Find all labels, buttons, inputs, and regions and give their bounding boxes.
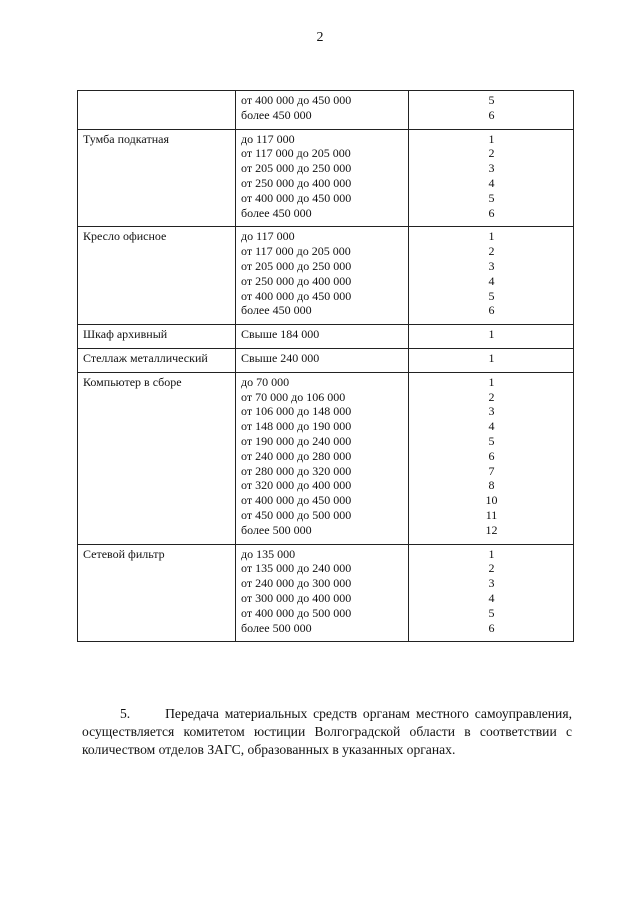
- quantity: 3: [488, 576, 495, 591]
- equipment-table: [77, 90, 574, 642]
- table-row: [78, 91, 574, 130]
- quantity: 1: [488, 131, 495, 146]
- price-range: от 400 000 до 450 000: [241, 288, 352, 303]
- quantity: 3: [488, 161, 495, 176]
- item-name: Стеллаж металлический: [83, 350, 208, 365]
- price-range: от 205 000 до 250 000: [241, 161, 352, 176]
- quantity: 10: [485, 493, 498, 508]
- item-name: Компьютер в сборе: [83, 374, 182, 389]
- price-range: от 250 000 до 400 000: [241, 175, 352, 190]
- price-range: от 135 000 до 240 000: [241, 561, 352, 576]
- item-name-cell: [78, 372, 236, 544]
- price-range: от 240 000 до 300 000: [241, 576, 352, 591]
- price-range-cell: [236, 348, 409, 372]
- quantity: 1: [488, 546, 495, 561]
- price-range: от 117 000 до 205 000: [241, 146, 351, 161]
- quantity: 5: [488, 288, 495, 303]
- table-row: [78, 544, 574, 642]
- price-range: более 500 000: [241, 522, 312, 537]
- price-range-cell: [236, 544, 409, 642]
- page-number: 2: [316, 30, 324, 45]
- price-range: Свыше 240 000: [241, 350, 320, 365]
- price-range: от 106 000 до 148 000: [241, 404, 352, 419]
- quantity-cell: [409, 372, 574, 544]
- quantity: 5: [488, 433, 495, 448]
- item-name-cell: [78, 91, 236, 130]
- quantity: 1: [488, 350, 495, 365]
- price-range: от 400 000 до 450 000: [241, 190, 352, 205]
- quantity: 5: [488, 605, 495, 620]
- quantity: 7: [488, 463, 495, 478]
- price-range: от 450 000 до 500 000: [241, 507, 352, 522]
- price-range: до 70 000: [241, 374, 290, 389]
- item-name-cell: [78, 544, 236, 642]
- table-row: [78, 372, 574, 544]
- price-range: более 450 000: [241, 107, 312, 122]
- price-range: от 250 000 до 400 000: [241, 273, 352, 288]
- quantity-cell: [409, 325, 574, 349]
- quantity: 3: [488, 404, 495, 419]
- table-row: [78, 348, 574, 372]
- item-name-cell: [78, 325, 236, 349]
- quantity: 4: [488, 273, 495, 288]
- price-range-cell: [236, 372, 409, 544]
- price-range: Свыше 184 000: [241, 327, 320, 342]
- price-range: от 280 000 до 320 000: [241, 463, 352, 478]
- price-range: от 190 000 до 240 000: [241, 433, 352, 448]
- price-range-cell: [236, 129, 409, 227]
- price-range: от 70 000 до 106 000: [241, 389, 346, 404]
- quantity-cell: [409, 129, 574, 227]
- quantity: 6: [488, 620, 495, 635]
- table-row: [78, 325, 574, 349]
- price-range: от 148 000 до 190 000: [241, 419, 352, 434]
- price-range: более 450 000: [241, 303, 312, 318]
- quantity: 8: [488, 478, 495, 493]
- item-name: Сетевой фильтр: [83, 546, 165, 561]
- price-range-cell: [236, 91, 409, 130]
- quantity: 5: [488, 93, 495, 107]
- table-row: [78, 129, 574, 227]
- quantity-cell: [409, 227, 574, 325]
- quantity: 1: [488, 229, 495, 244]
- quantity: 5: [488, 190, 495, 205]
- quantity-cell: [409, 348, 574, 372]
- price-range: от 300 000 до 400 000: [241, 590, 352, 605]
- quantity: 6: [488, 303, 495, 318]
- price-range: до 135 000: [241, 546, 296, 561]
- paragraph-text: Передача материальных средств органам местного самоуправления, осуществляется комитетом юстиции Волгоградской области в соответствии с количеством отделов ЗАГС, образованных в указанных органах.: [82, 706, 572, 757]
- quantity: 4: [488, 590, 495, 605]
- price-range: до 117 000: [241, 131, 295, 146]
- quantity: 4: [488, 419, 495, 434]
- item-name-cell: [78, 348, 236, 372]
- quantity: 1: [488, 327, 495, 342]
- paragraph-5: [82, 705, 572, 759]
- quantity: 2: [488, 146, 495, 161]
- quantity: 6: [488, 448, 495, 463]
- price-range: от 240 000 до 280 000: [241, 448, 352, 463]
- quantity-cell: [409, 91, 574, 130]
- price-range: от 400 000 до 500 000: [241, 605, 352, 620]
- price-range: более 500 000: [241, 620, 312, 635]
- quantity: 2: [488, 389, 495, 404]
- item-name-cell: [78, 129, 236, 227]
- quantity: 6: [488, 205, 495, 220]
- quantity: 2: [488, 244, 495, 259]
- quantity: 6: [488, 107, 495, 122]
- quantity: 12: [485, 522, 498, 537]
- price-range: более 450 000: [241, 205, 312, 220]
- paragraph-number: 5.: [120, 706, 131, 721]
- price-range: от 320 000 до 400 000: [241, 478, 352, 493]
- quantity: 1: [488, 374, 495, 389]
- price-range: до 117 000: [241, 229, 295, 244]
- quantity: 2: [488, 561, 495, 576]
- table-row: [78, 227, 574, 325]
- item-name-cell: [78, 227, 236, 325]
- item-name: Шкаф архивный: [83, 327, 168, 342]
- price-range-cell: [236, 227, 409, 325]
- price-range: от 400 000 до 450 000: [241, 493, 352, 508]
- table-body: [78, 91, 574, 642]
- price-range-cell: [236, 325, 409, 349]
- quantity-cell: [409, 544, 574, 642]
- item-name: Кресло офисное: [83, 229, 167, 244]
- price-range: от 205 000 до 250 000: [241, 258, 352, 273]
- item-name: Тумба подкатная: [83, 131, 169, 146]
- quantity: 11: [485, 507, 498, 522]
- price-range: от 400 000 до 450 000: [241, 93, 352, 107]
- quantity: 4: [488, 175, 495, 190]
- price-range: от 117 000 до 205 000: [241, 244, 351, 259]
- quantity: 3: [488, 258, 495, 273]
